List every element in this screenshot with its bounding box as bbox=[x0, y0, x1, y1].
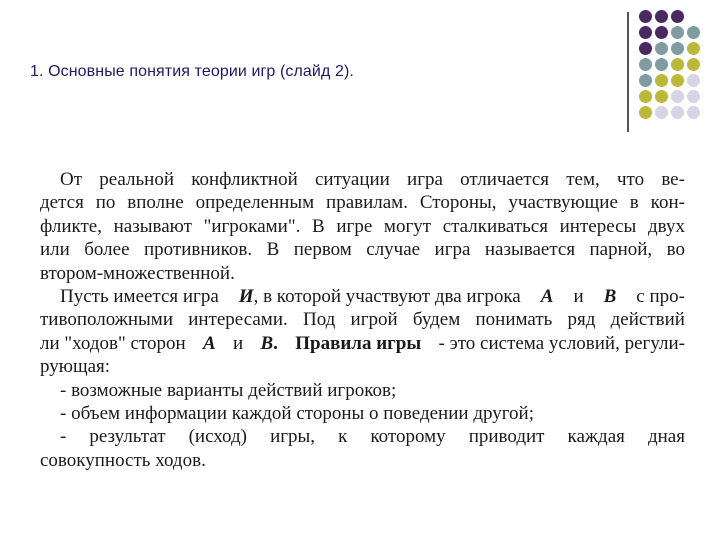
text-fragment: . bbox=[273, 332, 278, 354]
word: участвующие bbox=[508, 192, 618, 214]
word: "игроками". bbox=[203, 215, 301, 237]
decorative-dot bbox=[671, 42, 684, 55]
word: или bbox=[40, 239, 70, 261]
decorative-dot bbox=[655, 90, 668, 103]
word: дется bbox=[40, 192, 84, 214]
player-a-label: А bbox=[540, 286, 554, 308]
word: тивоположными bbox=[40, 309, 173, 331]
text-line bbox=[40, 308, 685, 331]
decorative-dot bbox=[671, 90, 684, 103]
word: игры, bbox=[270, 426, 316, 448]
text-fragment: ли "ходов" сторон bbox=[40, 332, 186, 354]
text-fragment: - это система условий, регули- bbox=[438, 332, 685, 354]
word: ве- bbox=[661, 169, 685, 190]
conditions-list bbox=[40, 379, 685, 473]
text-fragment: Пусть имеется игра bbox=[60, 286, 219, 308]
decorative-dot bbox=[639, 42, 652, 55]
word: отличается bbox=[460, 169, 550, 190]
decorative-dot bbox=[655, 42, 668, 55]
word: по bbox=[95, 192, 116, 214]
word: каждая bbox=[567, 426, 625, 448]
word: В bbox=[266, 239, 280, 261]
decorative-dot bbox=[655, 10, 668, 23]
word: дная bbox=[647, 426, 685, 448]
word: конфликтной bbox=[191, 169, 298, 190]
paragraph-1 bbox=[40, 168, 685, 285]
divider-line bbox=[627, 12, 629, 132]
word: первом bbox=[293, 239, 352, 261]
word: определенным bbox=[195, 192, 315, 214]
decorative-dot bbox=[687, 26, 700, 39]
word: двух bbox=[647, 215, 685, 237]
player-b-label: В bbox=[603, 286, 617, 308]
decorative-dot bbox=[687, 90, 700, 103]
text-fragment: и bbox=[573, 286, 584, 308]
text-line: втором-множественной. bbox=[40, 262, 235, 284]
decorative-dot bbox=[639, 10, 652, 23]
word: интересами. bbox=[188, 309, 288, 331]
decorative-dot bbox=[687, 74, 700, 87]
text-line bbox=[40, 191, 685, 214]
word: фликте, bbox=[40, 215, 102, 237]
text-fragment: , в которой участвуют два игрока bbox=[253, 286, 521, 308]
word: более bbox=[84, 239, 130, 261]
word: В bbox=[312, 215, 325, 237]
decorative-dot bbox=[639, 26, 652, 39]
word: вполне bbox=[127, 192, 184, 214]
slide-title: 1. Основные понятия теории игр (слайд 2). bbox=[30, 63, 354, 80]
word: ряд bbox=[567, 309, 596, 331]
word: во bbox=[666, 239, 685, 261]
decorative-dot bbox=[639, 74, 652, 87]
decorative-dot bbox=[671, 58, 684, 71]
word: игра bbox=[407, 169, 443, 190]
player-a-label: А bbox=[203, 332, 216, 354]
word: действий bbox=[610, 309, 685, 331]
word: кон- bbox=[650, 192, 685, 214]
word: которому bbox=[370, 426, 446, 448]
text-fragment: с про- bbox=[636, 286, 685, 308]
word: игрой bbox=[350, 309, 398, 331]
decorative-dot bbox=[639, 106, 652, 119]
word: ситуации bbox=[314, 169, 390, 190]
word: игра bbox=[434, 239, 471, 261]
word: интересы bbox=[559, 215, 637, 237]
slide-body bbox=[40, 168, 685, 472]
word: понимать bbox=[475, 309, 553, 331]
decorative-dot bbox=[671, 26, 684, 39]
decorative-dot bbox=[655, 74, 668, 87]
text-line bbox=[40, 168, 685, 191]
text-line bbox=[40, 238, 685, 261]
text-line bbox=[40, 215, 685, 238]
list-item: - объем информации каждой стороны о поведении другой; bbox=[60, 403, 534, 425]
word: в bbox=[629, 192, 639, 214]
word: - bbox=[60, 426, 67, 448]
word: что bbox=[616, 169, 645, 190]
decorative-dot bbox=[655, 26, 668, 39]
word: к bbox=[338, 426, 348, 448]
decorative-dot bbox=[687, 42, 700, 55]
decorative-dot bbox=[671, 74, 684, 87]
word: парной, bbox=[589, 239, 653, 261]
word: реальной bbox=[99, 169, 174, 190]
word: (исход) bbox=[188, 426, 247, 448]
decorative-dot bbox=[639, 58, 652, 71]
word: результат bbox=[89, 426, 166, 448]
word: тем, bbox=[566, 169, 600, 190]
paragraph-2 bbox=[40, 285, 685, 379]
list-item: - возможные варианты действий игроков; bbox=[60, 379, 397, 401]
text-line: рующая: bbox=[40, 356, 111, 378]
word: называют bbox=[113, 215, 192, 237]
word: называется bbox=[484, 239, 576, 261]
word: Под bbox=[302, 309, 336, 331]
decorative-dot bbox=[671, 106, 684, 119]
word: От bbox=[60, 169, 83, 190]
word: игре bbox=[336, 215, 373, 237]
decorative-dot bbox=[671, 10, 684, 23]
text-line bbox=[40, 332, 685, 355]
decorative-dot bbox=[687, 58, 700, 71]
text-fragment: и bbox=[233, 332, 244, 354]
decorative-dot bbox=[639, 90, 652, 103]
decorative-dot bbox=[655, 106, 668, 119]
word: правилам. bbox=[326, 192, 408, 214]
word: случае bbox=[366, 239, 421, 261]
decorative-dot bbox=[655, 58, 668, 71]
word: Стороны, bbox=[419, 192, 497, 214]
word: могут bbox=[383, 215, 432, 237]
word: сталкиваться bbox=[442, 215, 548, 237]
player-b-label: В bbox=[260, 332, 274, 354]
word: противников. bbox=[143, 239, 253, 261]
dot-grid-decoration bbox=[639, 10, 719, 130]
decorative-dot bbox=[687, 106, 700, 119]
game-variable: И bbox=[238, 286, 254, 308]
text-line bbox=[40, 285, 685, 308]
list-item bbox=[40, 425, 685, 448]
word: приводит bbox=[468, 426, 545, 448]
word: будем bbox=[412, 309, 461, 331]
rules-term: Правила игры bbox=[295, 332, 422, 354]
text-line: совокупность ходов. bbox=[40, 449, 206, 471]
